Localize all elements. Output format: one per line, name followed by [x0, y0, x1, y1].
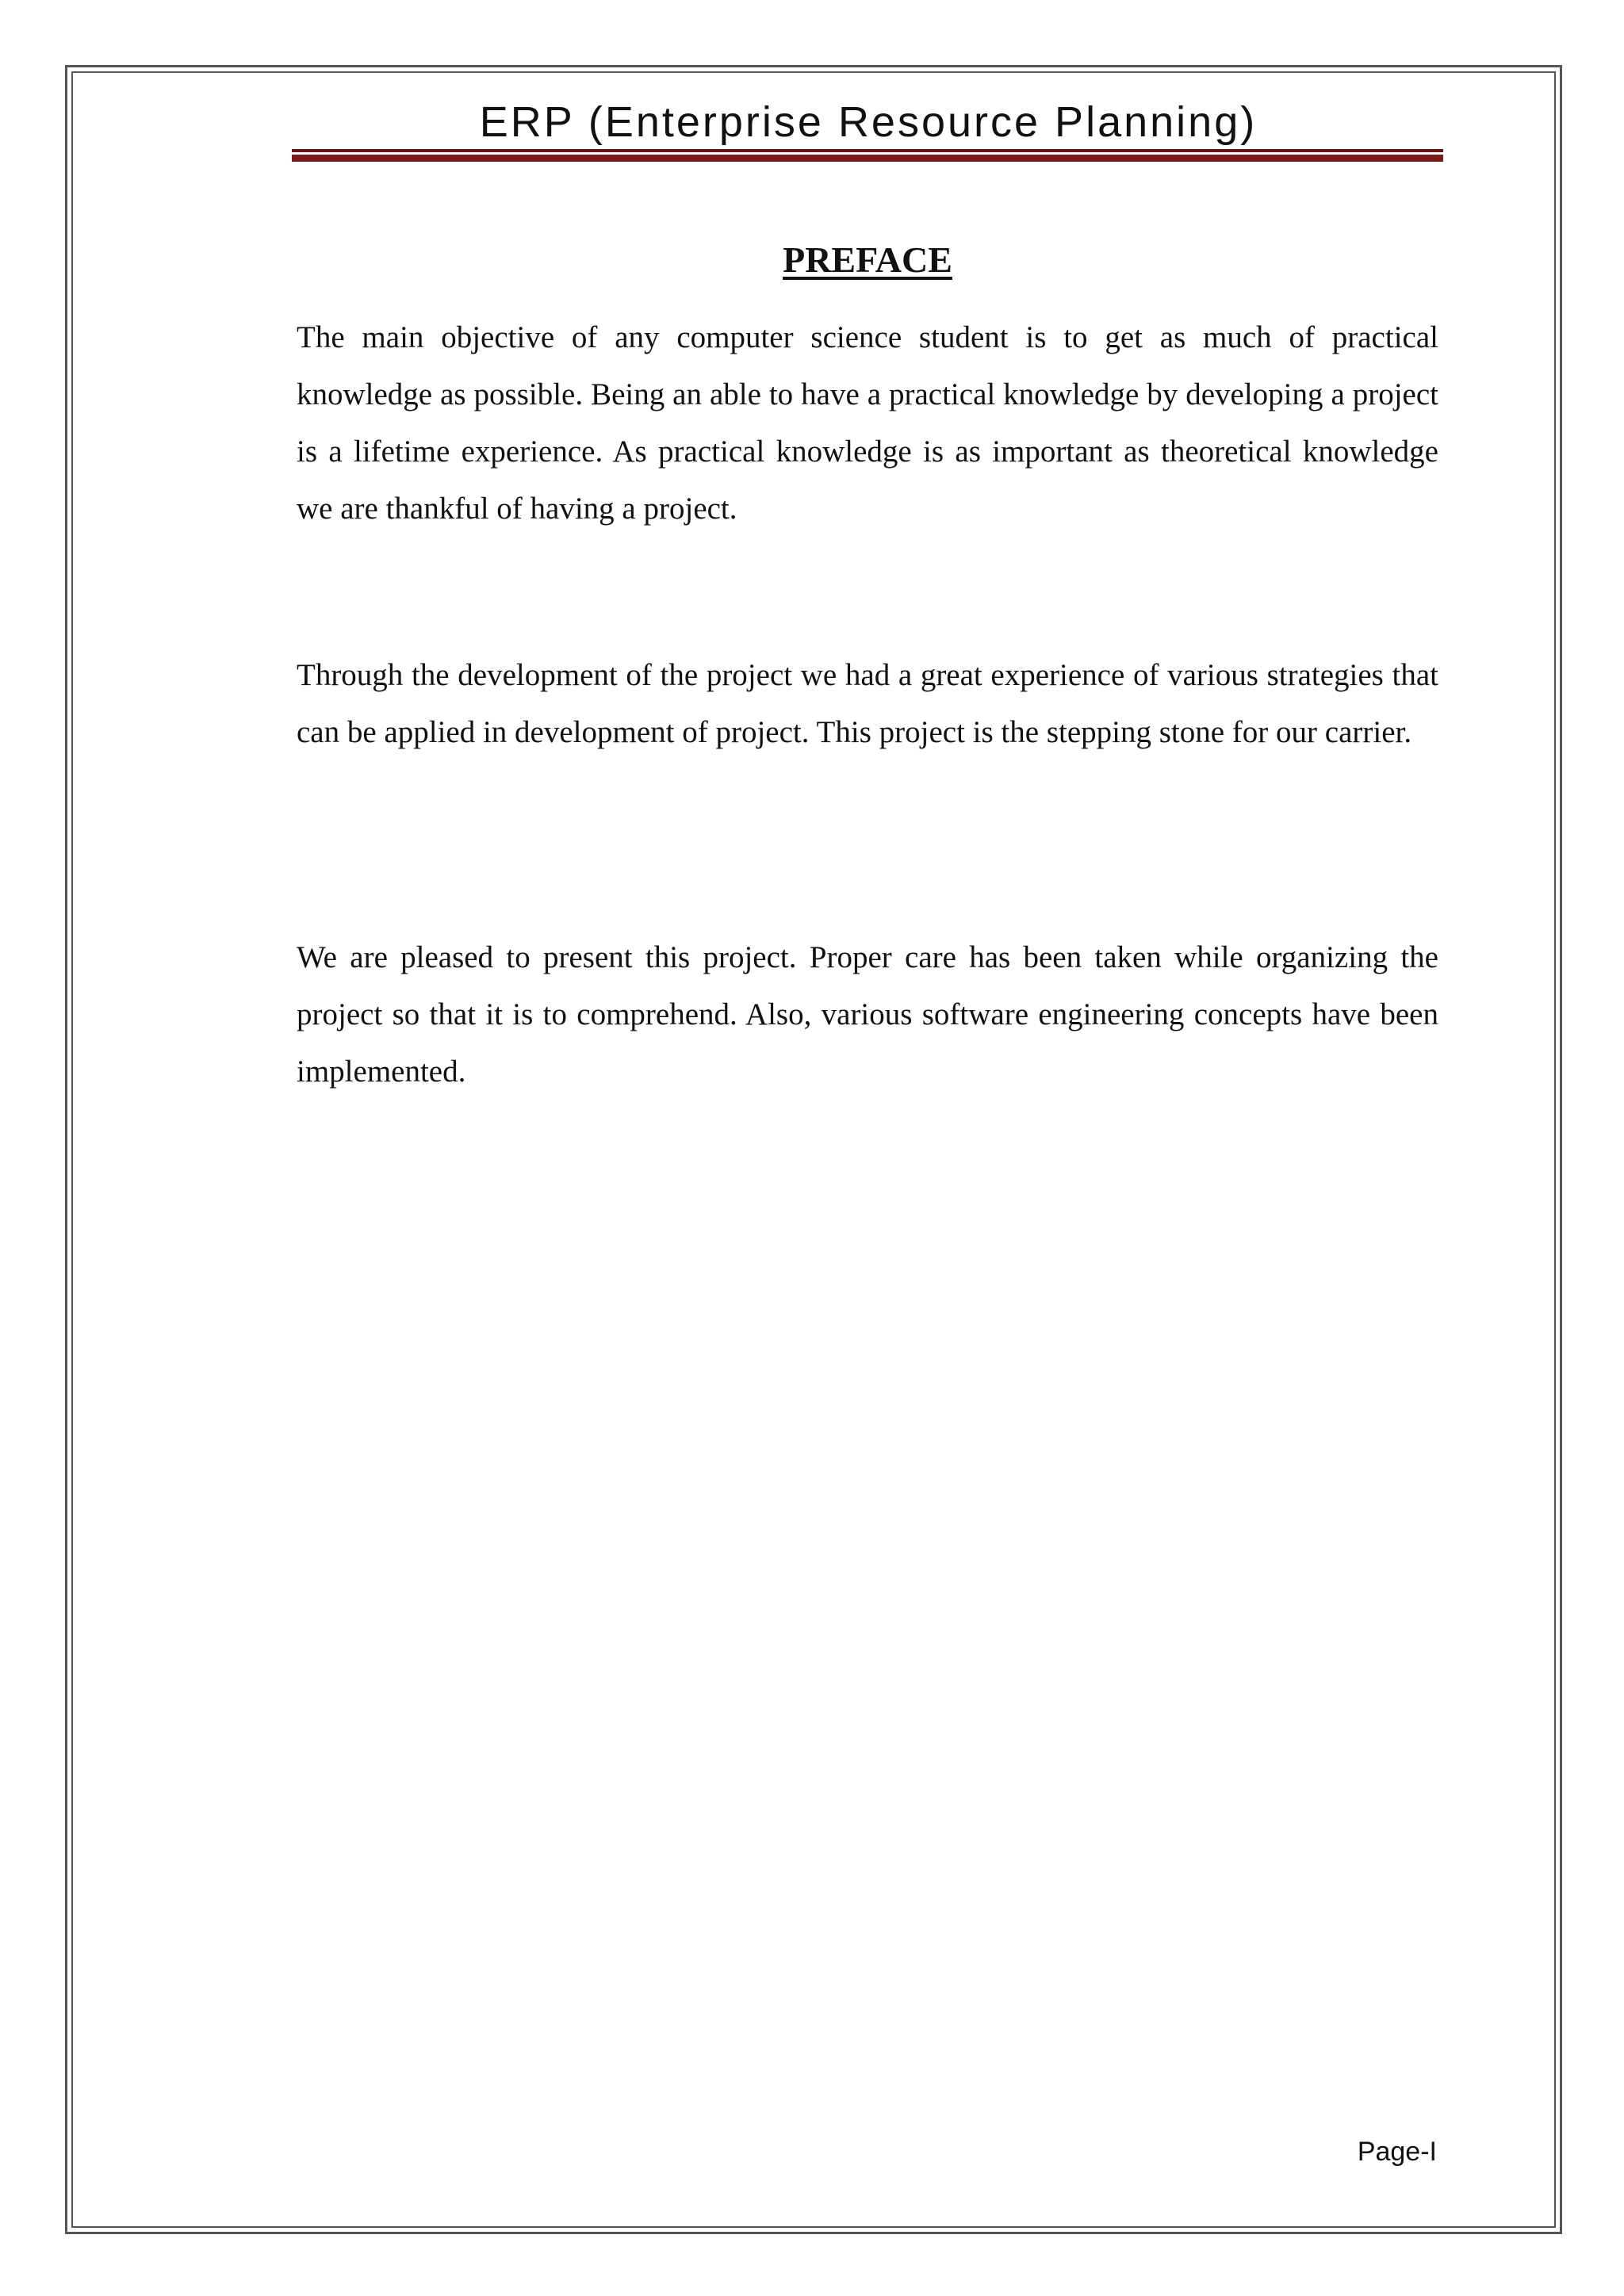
header-rule-thin [292, 149, 1443, 152]
paragraph-2: Through the development of the project we had a great experience of various strategies that can be applied in development of project. This project is the stepping stone for our carrier. [297, 658, 1438, 749]
paragraph-1: The main objective of any computer science student is to get as much of practical knowledge as possible. Being an able to have a practical knowledge by developing a project is a lifetime experience. As practical knowledge is as important as theoretical knowledge we are thankful of having a project. [297, 320, 1438, 526]
header-title: ERP (Enterprise Resource Planning) [479, 98, 1258, 146]
paragraph-3: We are pleased to present this project. Proper care has been taken while organizing the project so that it is to comprehend. Also, various software engineering concepts have been implemented. [297, 940, 1438, 1089]
page-number: Page-I [1357, 2137, 1437, 2167]
section-heading: PREFACE [783, 239, 952, 280]
header-rule-thick [292, 155, 1443, 162]
